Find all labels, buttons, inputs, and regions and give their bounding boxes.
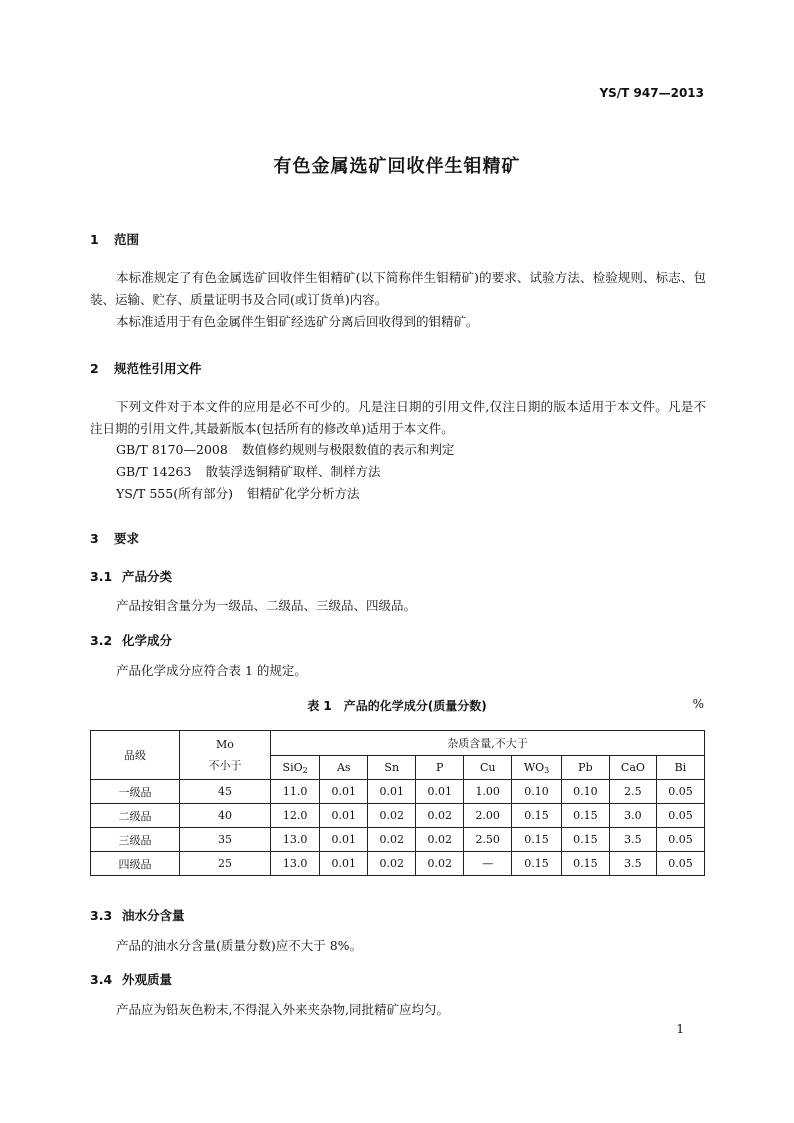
section-title: 化学成分 [122,633,173,648]
section-number: 3.1 [90,569,113,584]
value-cell: — [464,852,512,876]
section-3-3-paragraph: 产品的油水分含量(质量分数)应不大于 8%。 [116,938,363,953]
reference-code: GB/T 14263 [116,464,192,479]
value-cell: 0.02 [416,828,464,852]
reference-code: GB/T 8170—2008 [116,442,228,457]
table-row [91,828,705,852]
table-row [91,780,705,804]
value-cell: 13.0 [271,828,320,852]
value-cell: 0.01 [368,780,416,804]
mo-header-label: Mo [216,737,234,751]
value-cell: 0.02 [416,852,464,876]
section-title: 外观质量 [122,972,173,987]
section-title: 油水分含量 [122,908,185,923]
page-number: 1 [676,1022,684,1036]
value-cell: 0.02 [368,852,416,876]
section-number: 3.2 [90,633,113,648]
value-cell: 0.02 [416,804,464,828]
value-cell: 2.00 [464,804,512,828]
mo-cell: 40 [180,804,271,828]
value-cell: 3.5 [609,852,656,876]
standard-code: YS/T 947—2013 [599,86,704,100]
mo-header-sub: 不小于 [208,758,242,772]
value-cell: 12.0 [271,804,320,828]
section-title: 规范性引用文件 [114,361,202,376]
mo-cell: 25 [180,852,271,876]
grade-header: 品级 [91,731,180,780]
mo-cell: 45 [180,780,271,804]
section-3-heading [90,529,139,547]
value-cell: 13.0 [271,852,320,876]
value-cell: 0.15 [561,828,609,852]
value-cell: 0.15 [512,852,562,876]
value-cell: 0.15 [561,852,609,876]
section-number: 3.3 [90,908,113,923]
value-cell: 0.05 [656,828,704,852]
impurity-column-header: CaO [609,756,656,780]
value-cell: 0.05 [656,780,704,804]
section-number: 3 [90,531,99,546]
section-1-paragraph-1: 本标准规定了有色金属选矿回收伴生钼精矿(以下简称伴生钼精矿)的要求、试验方法、检验规则、标志、包装、运输、贮存、质量证明书及合同(或订货单)内容。 [90,270,706,307]
value-cell: 0.10 [561,780,609,804]
reference-name: 散装浮选铜精矿取样、制样方法 [205,464,381,479]
grade-cell: 三级品 [91,828,180,852]
value-cell: 0.02 [368,804,416,828]
value-cell: 2.50 [464,828,512,852]
grade-cell: 一级品 [91,780,180,804]
table-row [91,804,705,828]
value-cell: 0.15 [512,804,562,828]
document-title: 有色金属选矿回收伴生钼精矿 [273,156,521,177]
impurity-column-header: As [320,756,368,780]
impurity-header: 杂质含量,不大于 [271,731,705,756]
section-number: 3.4 [90,972,113,987]
value-cell: 0.01 [320,828,368,852]
section-2-heading [90,359,202,377]
value-cell: 3.0 [609,804,656,828]
value-cell: 0.05 [656,852,704,876]
impurity-column-header: SiO$_2$ [271,756,320,780]
reference-name: 数值修约规则与极限数值的表示和判定 [241,442,455,457]
value-cell: 0.15 [512,828,562,852]
section-1-heading [90,230,139,248]
value-cell: 1.00 [464,780,512,804]
value-cell: 0.05 [656,804,704,828]
reference-name: 钼精矿化学分析方法 [246,486,360,501]
value-cell: 0.01 [320,780,368,804]
impurity-column-header: $WO_3$ [512,756,562,780]
section-number: 1 [90,232,99,247]
mo-header [180,731,271,780]
value-cell: 3.5 [609,828,656,852]
section-title: 产品分类 [122,569,173,584]
grade-cell: 二级品 [91,804,180,828]
section-3-2-paragraph: 产品化学成分应符合表 1 的规定。 [116,663,307,678]
section-3-1-paragraph: 产品按钼含量分为一级品、二级品、三级品、四级品。 [116,598,417,613]
table-caption: 表 1 产品的化学成分(质量分数) [307,699,487,713]
section-3-4-paragraph: 产品应为铅灰色粉末,不得混入外来夹杂物,同批精矿应均匀。 [116,1002,449,1017]
value-cell: 0.01 [320,852,368,876]
section-3-4-heading [90,970,172,988]
section-3-1-heading [90,567,172,585]
impurity-column-header: Cu [464,756,512,780]
section-3-2-heading [90,631,172,649]
table-row [91,852,705,876]
value-cell: 0.01 [416,780,464,804]
reference-code: YS/T 555(所有部分) [116,486,233,501]
value-cell: 0.10 [512,780,562,804]
impurity-column-header: Pb [561,756,609,780]
impurity-column-header: P [416,756,464,780]
section-1-paragraph-2: 本标准适用于有色金属伴生钼矿经选矿分离后回收得到的钼精矿。 [116,314,479,329]
impurity-column-header: Bi [656,756,704,780]
section-title: 范围 [114,232,140,247]
grade-cell: 四级品 [91,852,180,876]
mo-cell: 35 [180,828,271,852]
section-3-3-heading [90,906,185,924]
value-cell: 0.01 [320,804,368,828]
section-number: 2 [90,361,99,376]
value-cell: 11.0 [271,780,320,804]
section-title: 要求 [114,531,140,546]
impurity-column-header: Sn [368,756,416,780]
value-cell: 2.5 [609,780,656,804]
normative-reference [116,440,454,458]
normative-reference [116,462,380,480]
normative-reference [116,484,359,502]
section-2-paragraph-1: 下列文件对于本文件的应用是必不可少的。凡是注日期的引用文件,仅注日期的版本适用于本文件。凡是不注日期的引用文件,其最新版本(包括所有的修改单)适用于本文件。 [90,399,706,436]
table-unit: % [692,697,704,711]
chemical-composition-table [90,730,705,876]
value-cell: 0.02 [368,828,416,852]
value-cell: 0.15 [561,804,609,828]
